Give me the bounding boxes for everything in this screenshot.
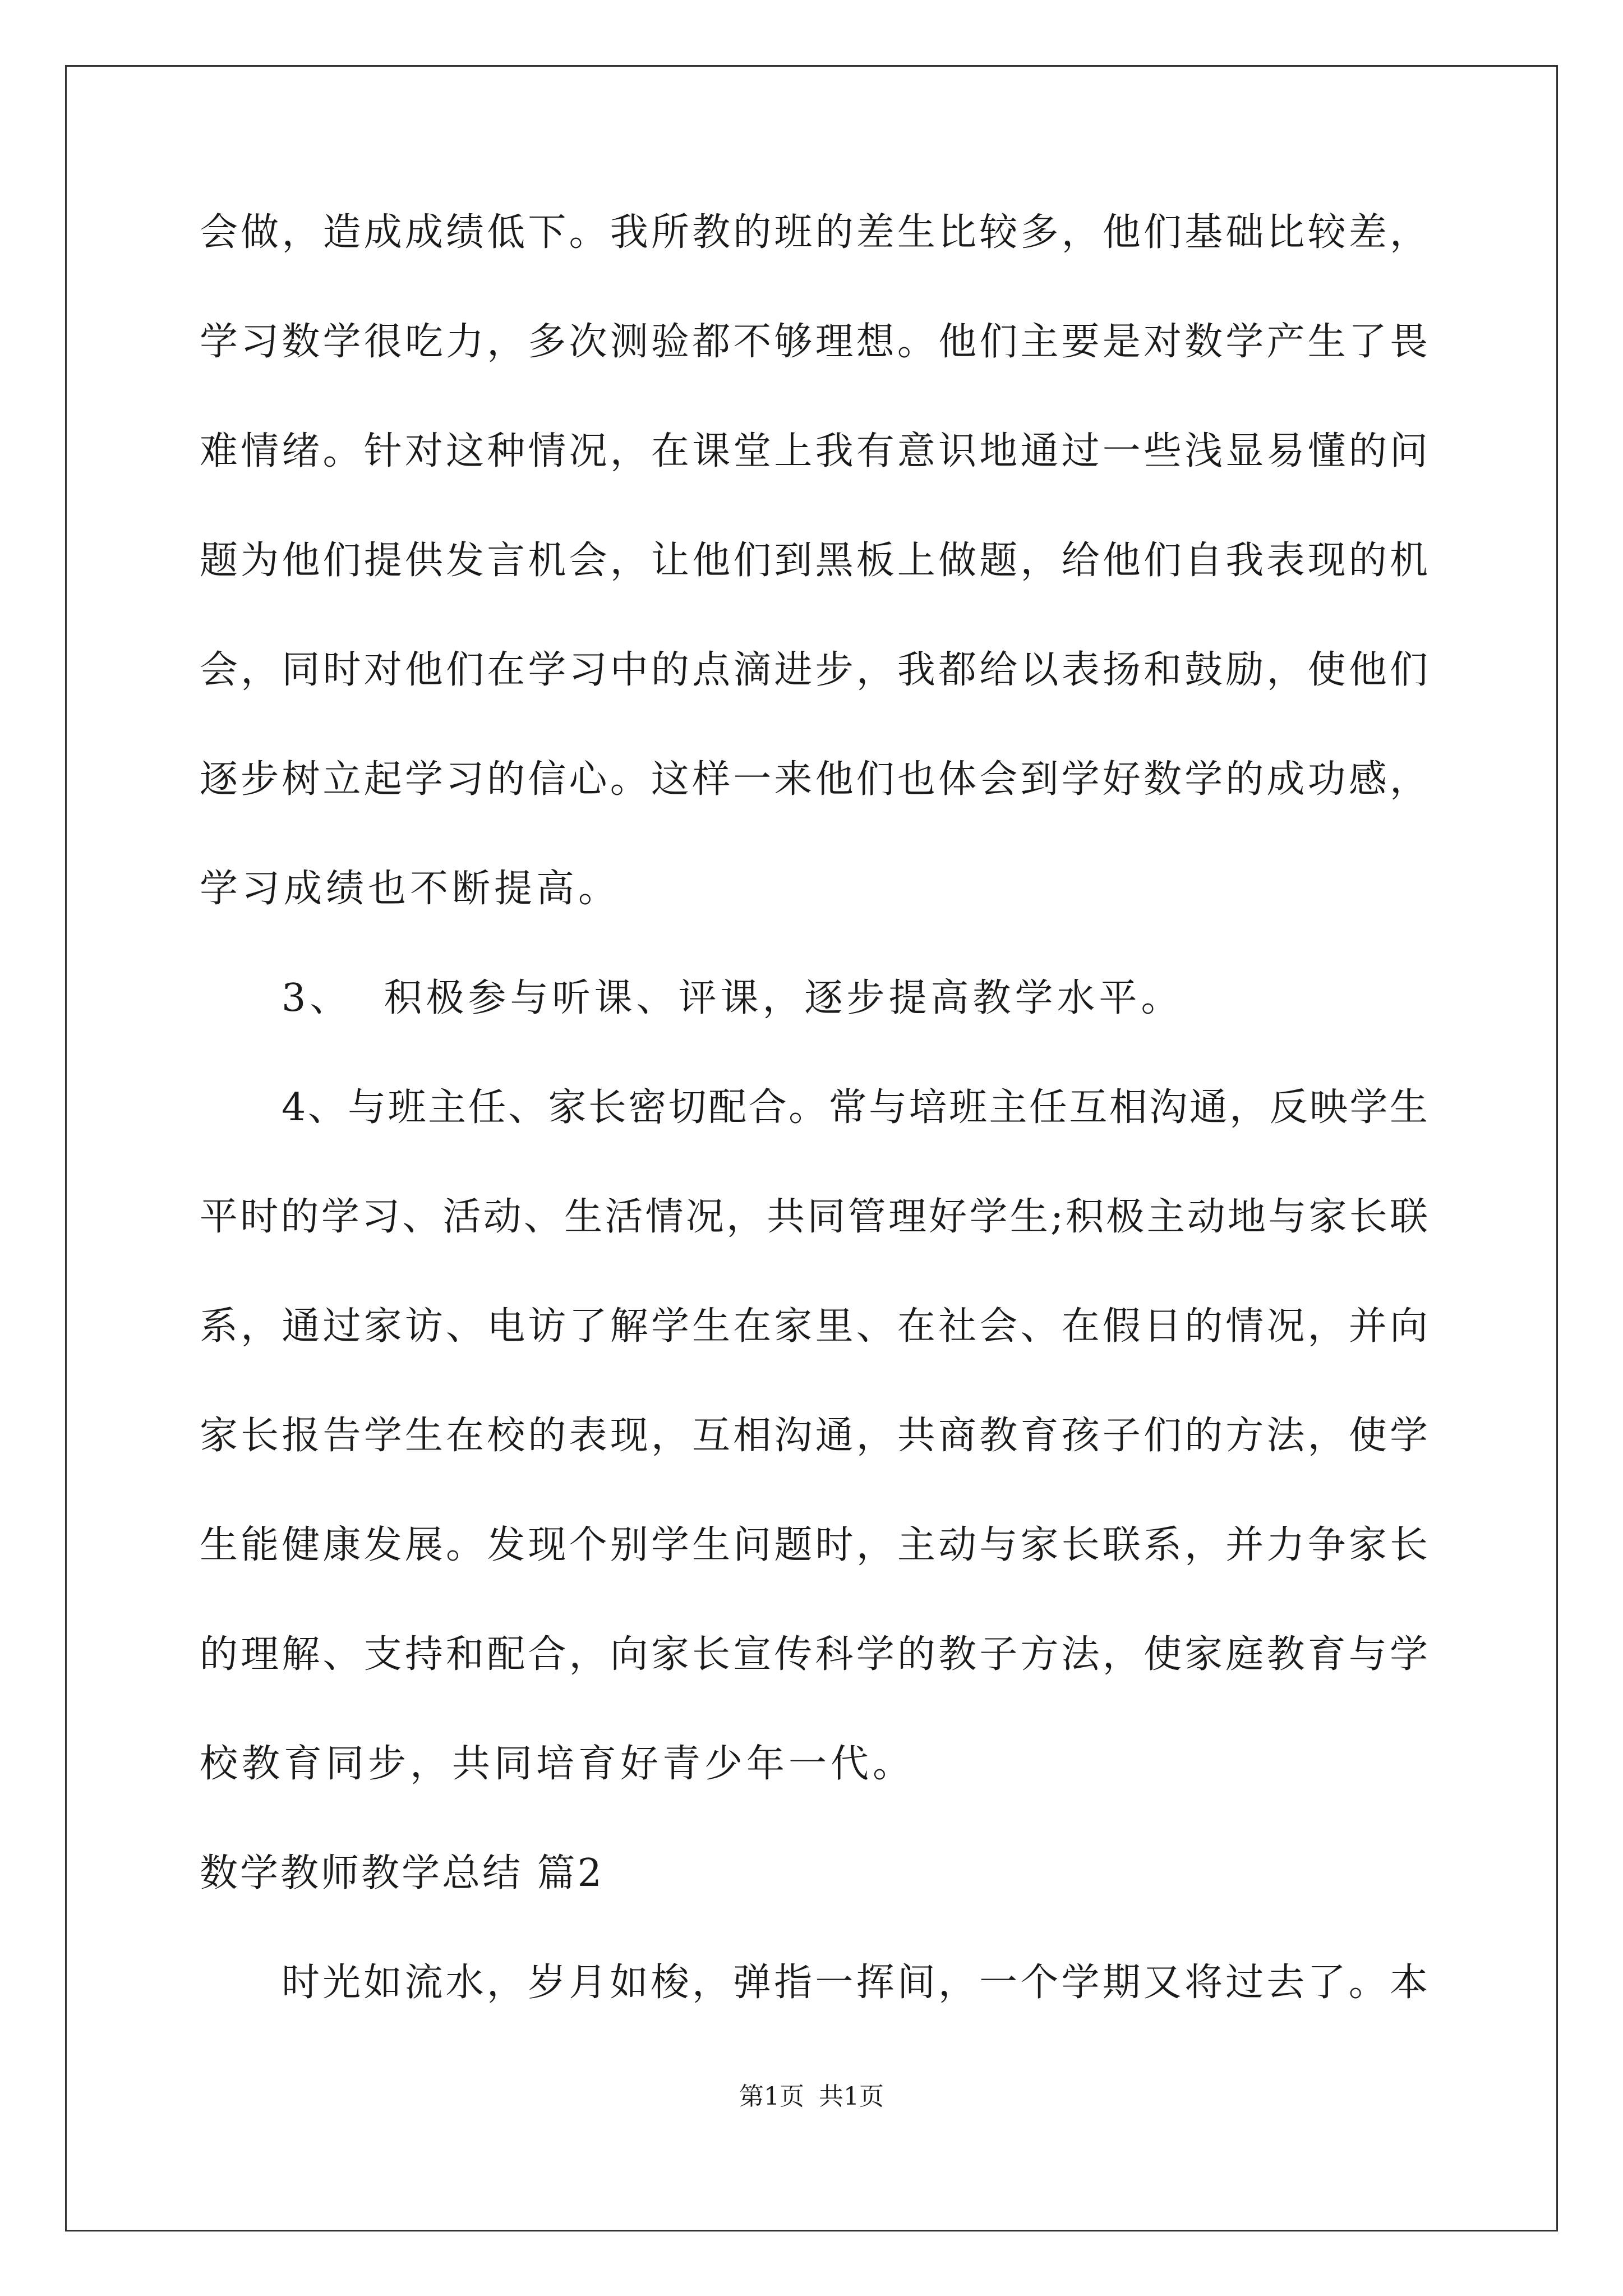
page-footer <box>0 2081 1623 2113</box>
paragraph-line: 题为他们提供发言机会，让他们到黑板上做题，给他们自我表现的机 <box>200 539 1428 583</box>
paragraph-line: 学习数学很吃力，多次测验都不够理想。他们主要是对数学产生了畏 <box>200 320 1428 364</box>
paragraph-line: 会做，造成成绩低下。我所教的班的差生比较多，他们基础比较差， <box>200 210 1428 255</box>
paragraph-line: 校教育同步，共同培育好青少年一代。 <box>200 1742 915 1786</box>
total-pages: 共1页 <box>819 2082 884 2111</box>
paragraph-line: 的理解、支持和配合，向家长宣传科学的教子方法，使家庭教育与学 <box>200 1632 1428 1677</box>
section-heading: 数学教师教学总结 篇2 <box>200 1851 604 1895</box>
page-border <box>65 65 1558 2231</box>
list-item-3: 3、 积极参与听课、评课，逐步提高教学水平。 <box>282 976 1183 1020</box>
paragraph-line: 系，通过家访、电访了解学生在家里、在社会、在假日的情况，并向 <box>200 1304 1428 1349</box>
paragraph-line: 生能健康发展。发现个别学生问题时，主动与家长联系，并力争家长 <box>200 1523 1428 1567</box>
paragraph-line: 平时的学习、活动、生活情况，共同管理好学生;积极主动地与家长联 <box>200 1195 1428 1239</box>
paragraph-line: 学习成绩也不断提高。 <box>200 867 621 911</box>
paragraph-line: 逐步树立起学习的信心。这样一来他们也体会到学好数学的成功感， <box>200 757 1428 802</box>
paragraph-line: 难情绪。针对这种情况，在课堂上我有意识地通过一些浅显易懂的问 <box>200 429 1428 473</box>
paragraph-line: 家长报告学生在校的表现，互相沟通，共商教育孩子们的方法，使学 <box>200 1414 1428 1458</box>
paragraph-line: 会，同时对他们在学习中的点滴进步，我都给以表扬和鼓励，使他们 <box>200 648 1428 692</box>
paragraph-line: 时光如流水，岁月如梭，弹指一挥间，一个学期又将过去了。本 <box>282 1961 1428 2005</box>
list-item-4: 4、与班主任、家长密切配合。常与培班主任互相沟通，反映学生 <box>282 1085 1428 1130</box>
page-number: 第1页 <box>739 2082 804 2111</box>
